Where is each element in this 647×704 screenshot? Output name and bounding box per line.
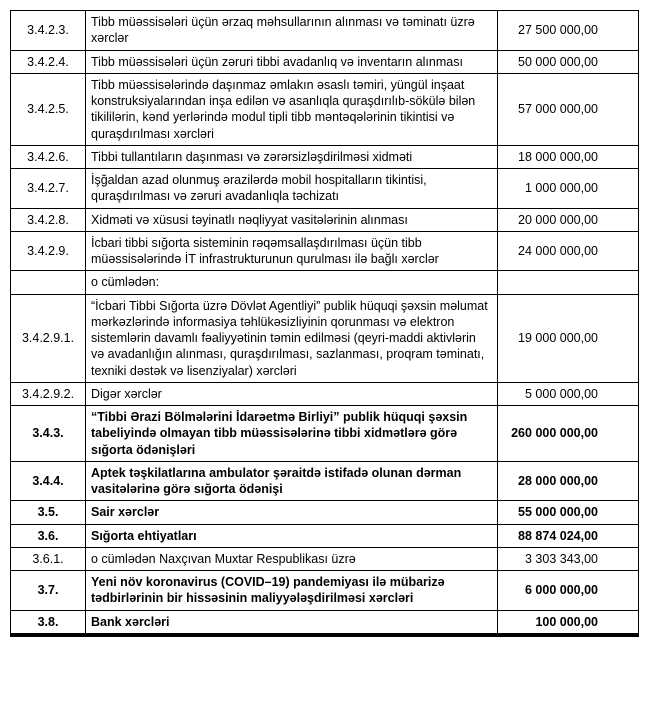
table-row [11,406,639,462]
table-row [11,231,639,271]
row-code: 3.4.2.9.2. [11,382,86,405]
row-description: Tibbi tullantıların daşınması və zərərsizləşdirilməsi xidməti [86,145,498,168]
row-amount: 5 000 000,00 [498,382,639,405]
row-amount: 88 874 024,00 [498,524,639,547]
row-code: 3.8. [11,610,86,635]
table-row [11,271,639,294]
row-amount: 28 000 000,00 [498,461,639,501]
row-description: Sığorta ehtiyatları [86,524,498,547]
row-amount: 3 303 343,00 [498,547,639,570]
table-row [11,524,639,547]
row-code: 3.4.2.8. [11,208,86,231]
row-amount: 55 000 000,00 [498,501,639,524]
row-code: 3.5. [11,501,86,524]
expense-table [10,10,639,637]
row-description: İcbari tibbi sığorta sisteminin rəqəmsallaşdırılması üçün tibb müəssisələrində İT infrastrukturunun qurulması ilə bağlı xərclər [86,231,498,271]
row-amount: 1 000 000,00 [498,169,639,209]
row-amount: 260 000 000,00 [498,406,639,462]
row-amount [498,271,639,294]
row-code: 3.7. [11,571,86,611]
row-description: o cümlədən Naxçıvan Muxtar Respublikası üzrə [86,547,498,570]
row-description: Tibb müəssisələri üçün zəruri tibbi avadanlıq və inventarın alınması [86,50,498,73]
row-code: 3.4.2.6. [11,145,86,168]
row-code: 3.4.2.4. [11,50,86,73]
table-row [11,208,639,231]
row-code: 3.4.2.7. [11,169,86,209]
expense-table-body [11,11,639,635]
row-code: 3.4.2.5. [11,73,86,145]
row-description: İşğaldan azad olunmuş ərazilərdə mobil hospitalların tikintisi, quraşdırılması və zəruri avadanlıqla təchizatı [86,169,498,209]
row-description: Sair xərclər [86,501,498,524]
row-code: 3.4.2.3. [11,11,86,51]
row-amount: 24 000 000,00 [498,231,639,271]
row-amount: 50 000 000,00 [498,50,639,73]
table-row [11,11,639,51]
row-amount: 100 000,00 [498,610,639,635]
table-row [11,461,639,501]
row-description: Tibb müəssisələri üçün ərzaq məhsullarının alınması və təminatı üzrə xərclər [86,11,498,51]
table-row [11,50,639,73]
row-description: Digər xərclər [86,382,498,405]
row-amount: 6 000 000,00 [498,571,639,611]
row-amount: 18 000 000,00 [498,145,639,168]
table-row [11,294,639,382]
row-description: Yeni növ koronavirus (COVID–19) pandemiyası ilə mübarizə tədbirlərinin bir hissəsinin maliyyələşdirilməsi xərcləri [86,571,498,611]
row-code: 3.4.4. [11,461,86,501]
table-row [11,73,639,145]
table-row [11,571,639,611]
row-amount: 57 000 000,00 [498,73,639,145]
row-description: Aptek təşkilatlarına ambulator şəraitdə istifadə olunan dərman vasitələrinə görə sığorta ödənişi [86,461,498,501]
row-description: “İcbari Tibbi Sığorta üzrə Dövlət Agentliyi” publik hüquqi şəxsin məlumat mərkəzlərində informasiya təhlükəsizliyinin qorunması və elektron sistemlərin davamlı fəaliyyətinin təmin edilməsi (qeyri-maddi aktivlərin və avadanlığın alınması, quraşdırılması, sazlanması, proqram təminatı, texniki dəstək və lisenziyalar) xərcləri [86,294,498,382]
row-code: 3.4.3. [11,406,86,462]
row-code: 3.6.1. [11,547,86,570]
row-code: 3.4.2.9. [11,231,86,271]
row-description: Xidməti və xüsusi təyinatlı nəqliyyat vasitələrinin alınması [86,208,498,231]
row-amount: 20 000 000,00 [498,208,639,231]
row-description: Tibb müəssisələrində daşınmaz əmlakın əsaslı təmiri, yüngül inşaat konstruksiyalarından inşa edilən və asanlıqla quraşdırılıb-sökülə bilən tikililərin, kənd yerlərində modul tipli tibb məntəqələrinin tikintisi və quraşdırılması xərcləri [86,73,498,145]
row-description: “Tibbi Ərazi Bölmələrini İdarəetmə Birliyi” publik hüquqi şəxsin tabeliyində olmayan tibb müəssisələrinə tibbi xidmətlərə görə sığorta ödənişləri [86,406,498,462]
table-row [11,145,639,168]
row-description: o cümlədən: [86,271,498,294]
table-row [11,169,639,209]
row-amount: 27 500 000,00 [498,11,639,51]
table-row [11,610,639,635]
row-amount: 19 000 000,00 [498,294,639,382]
row-code: 3.4.2.9.1. [11,294,86,382]
table-row [11,501,639,524]
table-row [11,547,639,570]
row-code [11,271,86,294]
table-row [11,382,639,405]
row-description: Bank xərcləri [86,610,498,635]
row-code: 3.6. [11,524,86,547]
